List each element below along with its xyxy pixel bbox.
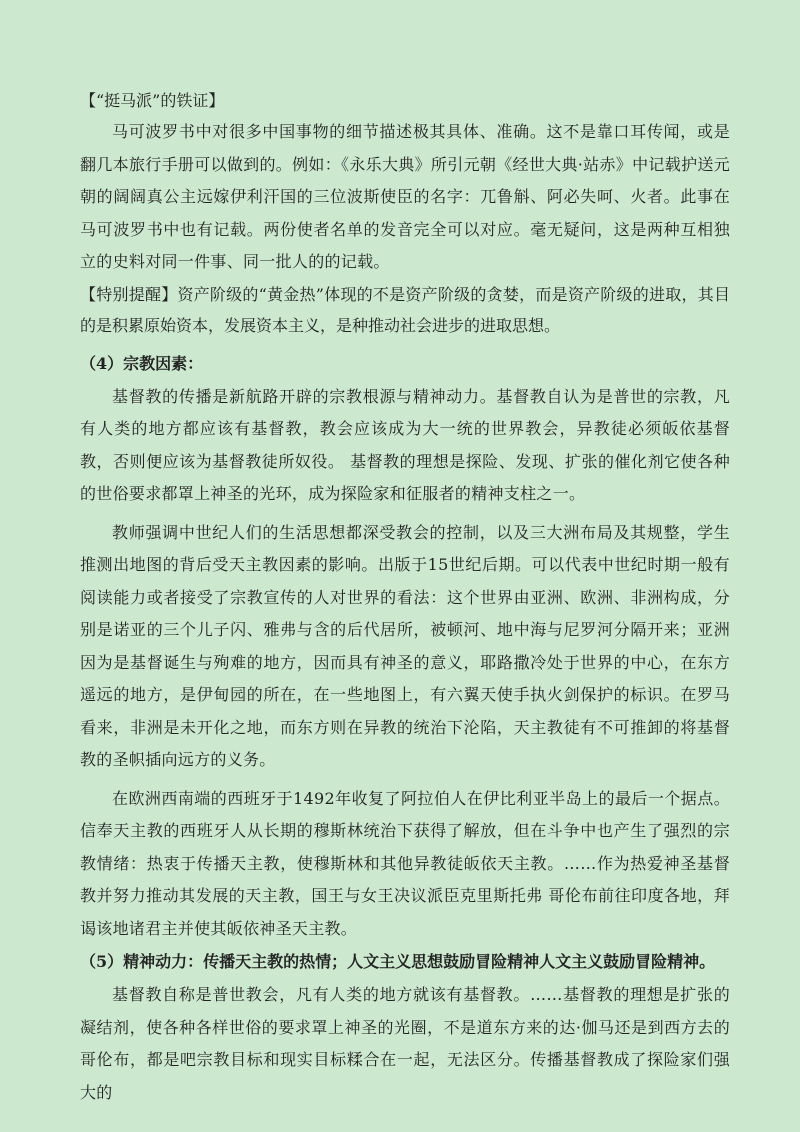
section-heading-evidence: 【“挺马派”的铁证】 bbox=[80, 91, 225, 110]
paragraph-religion-2: 教师强调中世纪人们的生活思想都深受教会的控制，以及三大洲布局及其规整，学生推测出地图的背后受天主教因素的影响。出版于15世纪后期。可以代表中世纪时期一般有阅读能力或者接受了宗教宣传的人对世界的看法：这个世界由亚洲、欧洲、非洲构成，分别是诺亚的三个儿子闪、雅弗与含的后代居所，被顿河、地中海与尼罗河分隔开来；亚洲因为是基督诞生与殉难的地方，因而具有神圣的意义，耶路撒冷处于世界的中心，在东方遥远的地方，是伊甸园的所在，在一些地图上，有六翼天使手执火剑保护的标识。在罗马看来，非洲是未开化之地，而东方则在异教的统治下沦陷，天主教徒有不可推卸的将基督教的圣帜插向远方的义务。 bbox=[80, 522, 730, 769]
section-heading-spirit: （5）精神动力：传播天主教的热情；人文主义思想鼓励冒险精神人文主义鼓励冒险精神。 bbox=[80, 952, 716, 971]
paragraph-religion-1: 基督教的传播是新航路开辟的宗教根源与精神动力。基督教自认为是普世的宗教，凡有人类的地方都应该有基督教，教会应该成为大一统的世界教会，异教徒必须皈依基督教，否则便应该为基督教徒所奴役。 基督教的理想是探险、发现、扩张的催化剂它使各种的世俗要求都罩上神圣的光环，成为探险家和征服者的精神支柱之一。 bbox=[80, 386, 730, 503]
paragraph-religion-3: 在欧洲西南端的西班牙于1492年收复了阿拉伯人在伊比利亚半岛上的最后一个据点。信奉天主教的西班牙人从长期的穆斯林统治下获得了解放，但在斗争中也产生了强烈的宗教情绪：热衷于传播天主教，使穆斯林和其他异教徒皈依天主教。……作为热爱神圣基督教并努力推动其发展的天主教，国王与女王决议派臣克里斯托弗 哥伦布前往印度各地，拜谒该地诸君主并使其皈依神圣天主教。 bbox=[80, 788, 730, 938]
section-heading-religion: （4）宗教因素： bbox=[80, 353, 204, 373]
paragraph-spirit: 基督教自称是普世教会，凡有人类的地方就该有基督教。……基督教的理想是扩张的凝结剂，使各种各样世俗的要求罩上神圣的光圈，不是道东方来的达·伽马还是到西方去的哥伦布，都是吧宗教目标和现实目标糅合在一起，无法区分。传播基督教成了探险家们强大的 bbox=[80, 985, 730, 1102]
special-reminder-note: 【特别提醒】资产阶级的“黄金热”体现的不是资产阶级的贪婪，而是资产阶级的进取，其目的是积累原始资本，发展资本主义，是种推动社会进步的进取思想。 bbox=[80, 284, 730, 335]
paragraph-evidence: 马可波罗书中对很多中国事物的细节描述极其具体、准确。这不是靠口耳传闻，或是翻几本旅行手册可以做到的。例如：《永乐大典》所引元朝《经世大典·站赤》中记载护送元朝的阔阔真公主远嫁伊利汗国的三位波斯使臣的名字：兀鲁斛、阿必失呵、火者。此事在马可波罗书中也有记载。两份使者名单的发音完全可以对应。毫无疑问，这是两种互相独立的史料对同一件事、同一批人的的记载。 bbox=[80, 122, 730, 271]
